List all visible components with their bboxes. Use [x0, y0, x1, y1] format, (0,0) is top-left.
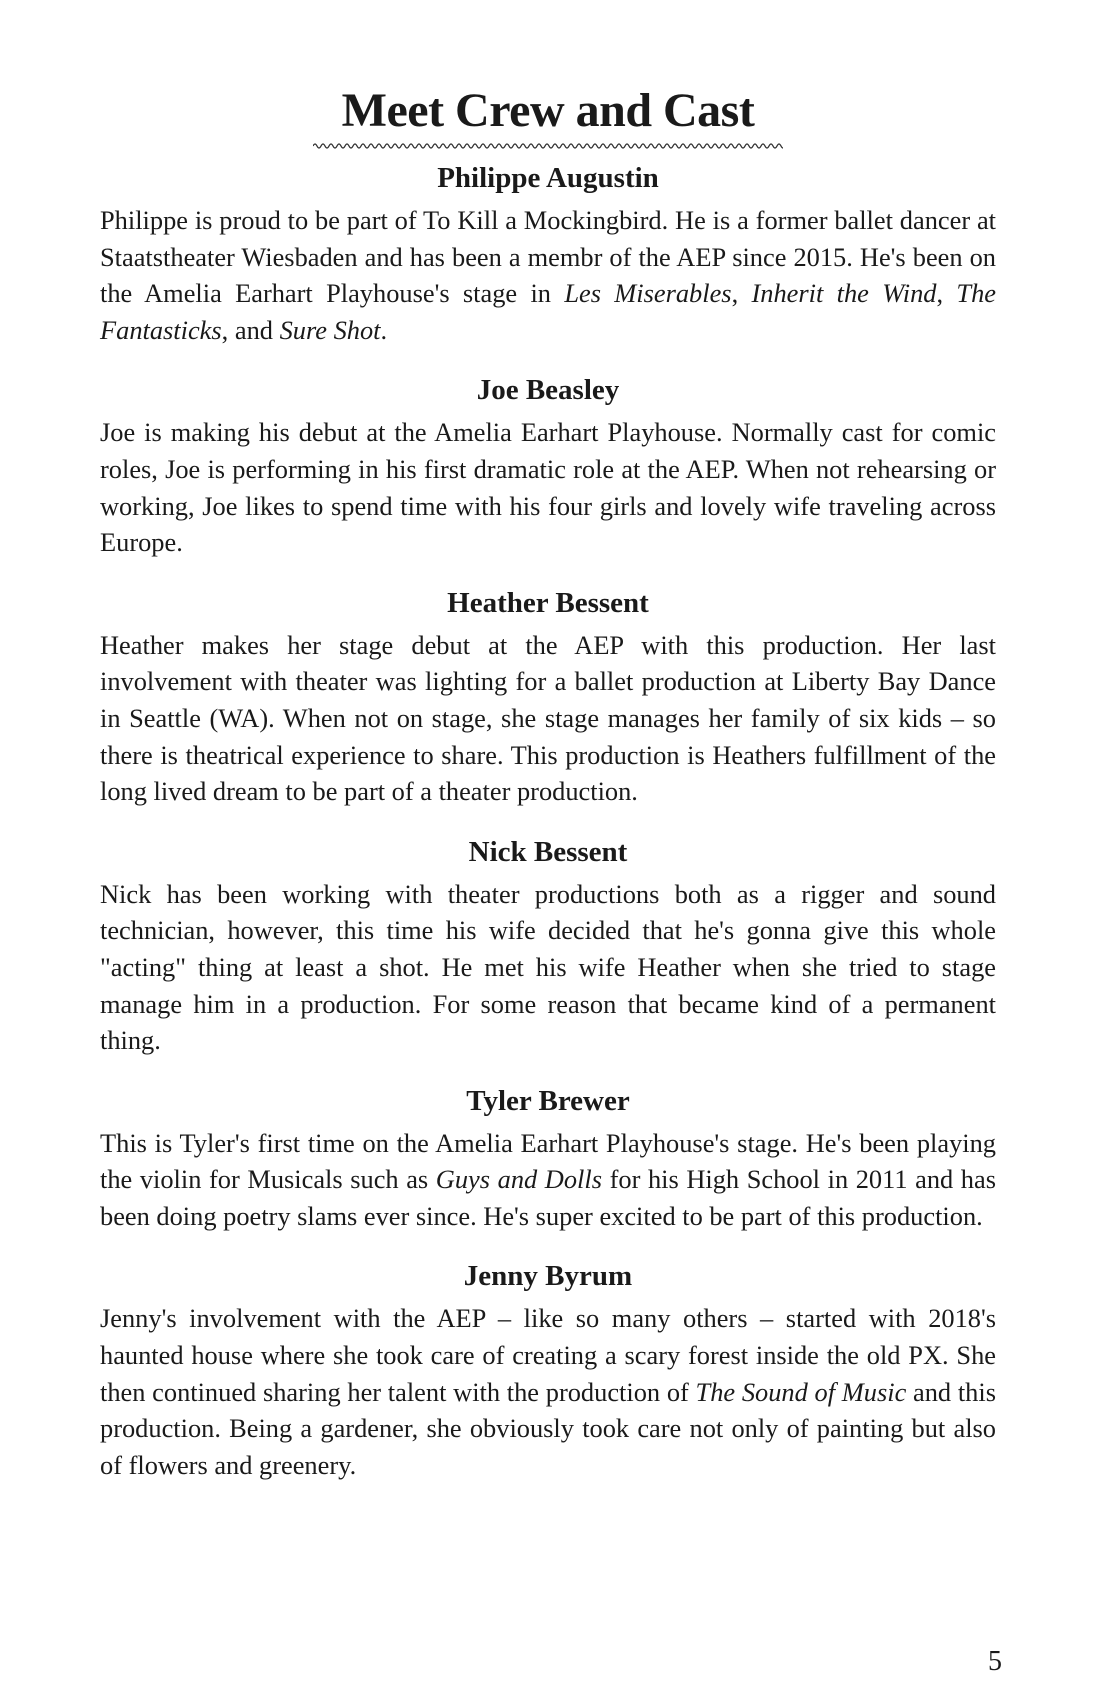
bio-text: [100, 414, 996, 560]
bio-entry: [100, 1081, 996, 1235]
bio-text-segment: Philippe is proud to be part of To Kill a Mockingbird. He is a former ballet dancer at Staatstheater Wiesbaden and has been a membr of the AEP since 2015. He's been on the Amelia Earhart Playhouse's stage in: [100, 205, 996, 309]
bio-title-reference: Les Miserables: [564, 278, 732, 309]
bio-title-reference: Inherit the Wind: [751, 278, 937, 309]
bio-text-segment: This is Tyler's first time on the Amelia Earhart Playhouse's stage. He's been playing the violin for Musicals such as: [100, 1127, 996, 1195]
bio-name: Joe Beasley: [476, 374, 620, 407]
bio-name: Philippe Augustin: [437, 162, 659, 194]
bio-text-segment: Nick has been working with theater productions both as a rigger and sound technician, however, this time his wife decided that he's gonna give this whole "acting" thing at least a shot. He met his wife Heather when she tried to stage manage him in a production. For some reason that became kind of a permanent thing.: [100, 878, 996, 1056]
bio-name: Tyler Brewer: [466, 1084, 630, 1117]
bio-text-segment: Heather makes her stage debut at the AEP with this production. Her last involvement with theater was lighting for a ballet production at Liberty Bay Dance in Seattle (WA). When not on stage, she stage manages her family of six kids – so there is theatrical experience to share. This production is Heathers fulfillment of the long lived dream to be part of a theater production.: [100, 629, 996, 807]
page-number: 5: [988, 1646, 1002, 1677]
bio-text-segment: ,: [936, 278, 957, 309]
bio-text-segment: for his High School in 2011 and has been doing poetry slams ever since. He's super excited to be part of this production.: [100, 1164, 996, 1231]
bio-text-segment: and this production. Being a gardener, she obviously took care not only of painting but also of flowers and greenery.: [100, 1376, 996, 1480]
bios-list: [100, 158, 996, 1483]
bio-text-segment: , and: [221, 314, 280, 345]
bio-text-segment: Jenny's involvement with the AEP – like so many others – started with 2018's haunted house where she took care of creating a scary forest inside the old PX. She then continued sharing her talent with the production of: [100, 1303, 996, 1407]
bio-text: [100, 1300, 996, 1483]
bio-title-reference: The Fantasticks: [100, 278, 996, 345]
bio-name: Jenny Byrum: [463, 1260, 633, 1293]
bio-text: [100, 876, 996, 1059]
program-page: [100, 82, 996, 1505]
bio-entry: [100, 832, 996, 1059]
bio-text-segment: Joe is making his debut at the Amelia Earhart Playhouse. Normally cast for comic roles, Joe is performing in his first dramatic role at the AEP. When not rehearsing or working, Joe likes to spend time with his four girls and lovely wife traveling across Europe.: [100, 417, 996, 558]
bio-text: [100, 627, 996, 810]
bio-text-segment: ,: [731, 278, 752, 309]
bio-entry: [100, 158, 996, 348]
bio-name: Nick Bessent: [468, 835, 628, 868]
bio-text: [100, 202, 996, 348]
bio-entry: [100, 1256, 996, 1483]
bio-entry: [100, 370, 996, 560]
bio-name: Heather Bessent: [447, 586, 649, 619]
bio-text: [100, 1125, 996, 1235]
bio-text-segment: .: [380, 314, 388, 345]
bio-entry: [100, 583, 996, 810]
bio-title-reference: Sure Shot: [279, 314, 381, 345]
bio-title-reference: The Sound of Music: [695, 1376, 907, 1407]
title-squiggle-underline: [313, 140, 783, 152]
page-title: Meet Crew and Cast: [341, 84, 755, 137]
bio-title-reference: Guys and Dolls: [435, 1164, 602, 1195]
